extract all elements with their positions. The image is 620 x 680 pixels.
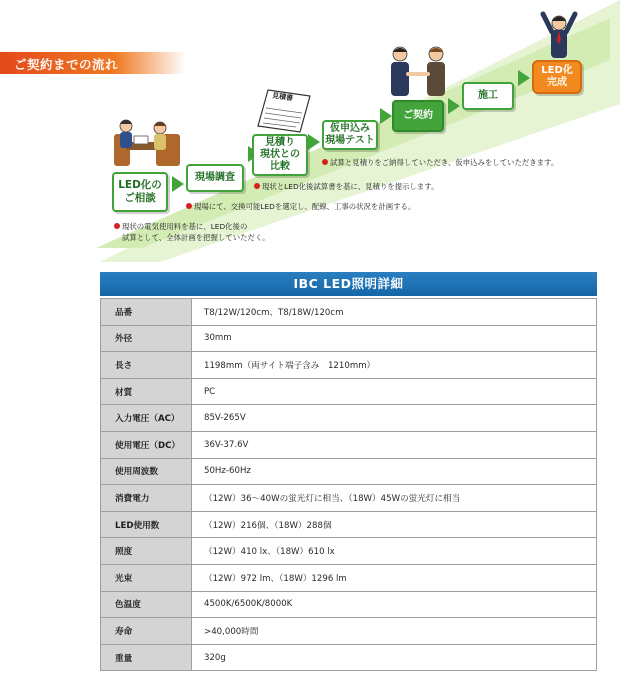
table-row [101, 405, 597, 432]
spec-key: 入力電圧（AC） [101, 405, 192, 432]
spec-key: 長さ [101, 352, 192, 379]
note-text: 試算と見積りをご納得していただき、仮申込みをしていただきます。 [330, 158, 559, 167]
spec-value: （12W）216個、（18W）288個 [192, 511, 597, 538]
table-row [101, 431, 597, 458]
note-text: 現状の電気使用料を基に、LED化後の [122, 222, 248, 231]
flow-arrow-icon [518, 70, 530, 86]
spec-value: 4500K/6500K/8000K [192, 591, 597, 618]
spec-key: 使用電圧（DC） [101, 431, 192, 458]
spec-value: 36V-37.6V [192, 431, 597, 458]
section-header [0, 52, 186, 74]
table-row [101, 538, 597, 565]
step-led-complete [532, 60, 582, 94]
spec-value: PC [192, 378, 597, 405]
note-estimate [254, 182, 438, 193]
note-text: 現状とLED化後試算書を基に、見積りを提示します。 [262, 182, 439, 191]
step-label-line: 現場調査 [195, 172, 235, 183]
spec-key: LED使用数 [101, 511, 192, 538]
spec-key: 使用周波数 [101, 458, 192, 485]
step-label-line: LED化 [541, 65, 573, 76]
spec-value: >40,000時間 [192, 618, 597, 645]
spec-value: 85V-265V [192, 405, 597, 432]
table-row [101, 299, 597, 326]
step-label-line: 現状との [260, 149, 300, 160]
spec-value: 1198mm（両サイト端子含み 1210mm） [192, 352, 597, 379]
handshake-illustration [384, 44, 454, 102]
step-label-line: 比較 [270, 161, 290, 172]
table-row [101, 618, 597, 645]
spec-key: 色温度 [101, 591, 192, 618]
step-construction [462, 82, 514, 110]
contract-flow-section [0, 0, 620, 262]
table-row [101, 564, 597, 591]
note-consultation [114, 222, 270, 243]
table-row [101, 378, 597, 405]
step-label-line: 完成 [546, 77, 567, 88]
flow-arrow-icon [448, 98, 460, 114]
note-text: 試算として、全体計画を把握していただく。 [122, 232, 270, 242]
spec-value: （12W）972 lm、（18W）1296 lm [192, 564, 597, 591]
spec-value: 30mm [192, 325, 597, 352]
consultation-illustration [112, 112, 184, 172]
spec-key: 消費電力 [101, 485, 192, 512]
spec-value: 50Hz-60Hz [192, 458, 597, 485]
spec-key: 品番 [101, 299, 192, 326]
step-label-line: 施工 [478, 90, 498, 101]
note-provisional-application [322, 158, 558, 169]
spec-key: 材質 [101, 378, 192, 405]
flow-arrow-icon [380, 108, 392, 124]
spec-value: 320g [192, 644, 597, 671]
bullet-dot-icon [186, 203, 192, 209]
spec-value: （12W）36～40Wの蛍光灯に相当、（18W）45Wの蛍光灯に相当 [192, 485, 597, 512]
spec-value: T8/12W/120cm、T8/18W/120cm [192, 299, 597, 326]
step-label-line: 仮申込み [329, 123, 370, 134]
spec-table-body [101, 299, 597, 671]
bullet-dot-icon [254, 183, 260, 189]
step-label-line: 現場テスト [325, 135, 375, 146]
step-provisional-application [322, 120, 378, 150]
bullet-dot-icon [322, 159, 328, 165]
table-row [101, 325, 597, 352]
table-row [101, 485, 597, 512]
spec-key: 寿命 [101, 618, 192, 645]
note-text: 現場にて、交換可能LEDを選定し、配線、工事の状況を計画する。 [194, 202, 416, 211]
step-label-line: ご相談 [124, 192, 156, 204]
table-row [101, 458, 597, 485]
step-site-survey [186, 164, 244, 192]
spec-key: 外径 [101, 325, 192, 352]
spec-value: （12W）410 lx、（18W）610 lx [192, 538, 597, 565]
step-consultation [112, 172, 168, 212]
table-row [101, 511, 597, 538]
step-contract [392, 100, 444, 132]
step-label-line: LED化の [118, 179, 162, 192]
step-label-line: ご契約 [403, 110, 433, 121]
estimate-sheet-label: 見積書 [271, 91, 294, 103]
spec-table [100, 298, 597, 671]
note-site-survey [186, 202, 415, 213]
step-label-line: 見積り [265, 137, 295, 148]
bullet-dot-icon [114, 223, 120, 229]
spec-key: 照度 [101, 538, 192, 565]
step-estimate-comparison [252, 134, 308, 176]
flow-arrow-icon [172, 176, 184, 192]
spec-key: 重量 [101, 644, 192, 671]
table-row [101, 644, 597, 671]
table-row [101, 352, 597, 379]
spec-key: 光束 [101, 564, 192, 591]
table-row [101, 591, 597, 618]
celebration-illustration [540, 10, 578, 60]
flow-arrow-icon [308, 134, 320, 150]
spec-title: IBC LED照明詳細 [100, 272, 597, 296]
section-header-title: ご契約までの流れ [14, 57, 119, 72]
